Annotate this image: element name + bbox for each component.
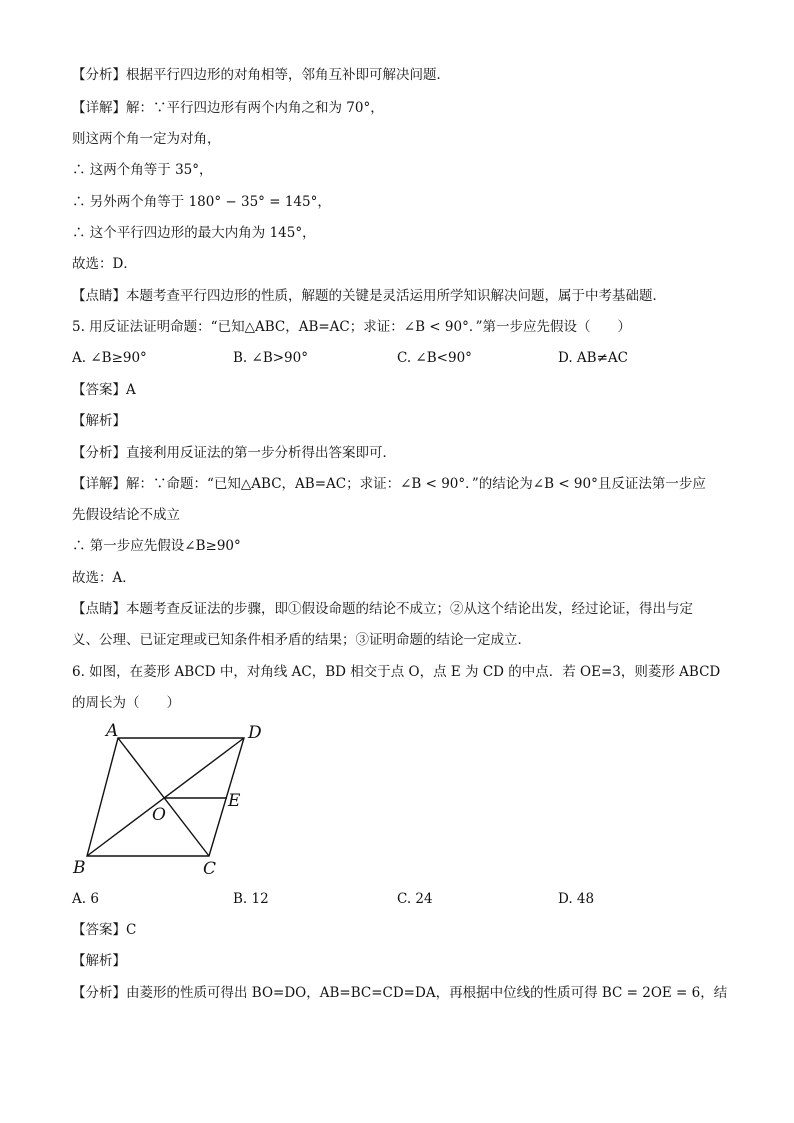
line-text: ∴ 这两个角等于 35°， [72, 162, 213, 178]
line-text: 由菱形的性质可得出 BO=DO，AB=BC=CD=DA，再根据中位线的性质可得 BC = 2OE = 6，结 [126, 985, 728, 1001]
line-text: A [126, 382, 136, 398]
section-tag: 【分析】 [72, 445, 126, 461]
text-line [72, 474, 706, 494]
text-line [72, 254, 137, 274]
label-c: C [203, 859, 217, 879]
option-d: D. AB≠AC [558, 350, 628, 366]
text-line [72, 286, 666, 306]
diagonal-bd [87, 738, 244, 856]
text-line [72, 192, 331, 212]
label-b: B [73, 858, 86, 878]
line-text: 义、公理、已证定理或已知条件相矛盾的结果；③证明命题的结论一定成立． [72, 632, 531, 648]
text-line [72, 411, 126, 431]
line-text: 5. 用反证法证明命题：“已知△ABC，AB=AC；求证：∠B < 90°．”第一步应先假设（ ） [72, 319, 631, 335]
text-line [72, 630, 531, 650]
option-c: C. 24 [397, 891, 433, 907]
line-text: 6. 如图，在菱形 ABCD 中，对角线 AC，BD 相交于点 O，点 E 为 CD 的中点．若 OE=3，则菱形 ABCD [72, 664, 721, 680]
text-line [72, 983, 727, 1003]
diagonal-ac [118, 738, 209, 856]
line-text: 本题考查反证法的步骤，即①假设命题的结论不成立；②从这个结论出发，经过论证，得出与定 [126, 601, 693, 617]
option-a: A. 6 [72, 891, 99, 907]
label-a: A [106, 721, 119, 741]
text-line [72, 505, 180, 525]
text-line [72, 599, 693, 619]
line-text: 解：∵命题：“已知△ABC，AB=AC；求证：∠B < 90°．”的结论为∠B < 90°且反证法第一步应 [126, 476, 706, 492]
text-line [72, 536, 241, 556]
text-line [72, 693, 180, 713]
section-tag: 【分析】 [72, 985, 126, 1001]
answer-line [72, 380, 136, 400]
label-o: O [152, 805, 166, 825]
text-line [72, 160, 213, 180]
line-text: 根据平行四边形的对角相等，邻角互补即可解决问题． [126, 67, 450, 83]
line-text: 解：∵平行四边形有两个内角之和为 70°， [126, 100, 384, 116]
section-tag: 【解析】 [72, 953, 126, 969]
text-line [72, 65, 450, 85]
option-c: C. ∠B<90° [397, 350, 472, 366]
section-tag: 【答案】 [72, 922, 126, 938]
option-a: A. ∠B≥90° [72, 350, 147, 366]
option-b: B. ∠B>90° [233, 350, 308, 366]
section-tag: 【解析】 [72, 413, 126, 429]
text-line [72, 223, 316, 243]
label-e: E [228, 791, 241, 811]
text-line [72, 568, 136, 588]
line-text: 本题考查平行四边形的性质，解题的关键是灵活运用所学知识解决问题，属于中考基础题． [126, 288, 666, 304]
section-tag: 【详解】 [72, 476, 126, 492]
question-5-stem [72, 317, 631, 337]
line-text: 故选：A． [72, 570, 136, 586]
question-6-options [72, 889, 732, 909]
section-tag: 【分析】 [72, 67, 126, 83]
line-text: ∴ 另外两个角等于 180° − 35° = 145°， [72, 194, 331, 210]
line-text: ∴ 这个平行四边形的最大内角为 145°， [72, 225, 316, 241]
line-text: 先假设结论不成立 [72, 507, 180, 523]
answer-line [72, 920, 136, 940]
line-text: 直接利用反证法的第一步分析得出答案即可． [126, 445, 396, 461]
label-d: D [248, 723, 262, 743]
line-text: 故选：D． [72, 256, 137, 272]
question-5-options [72, 348, 732, 368]
line-text: C [126, 922, 137, 938]
section-tag: 【点睛】 [72, 288, 126, 304]
text-line [72, 951, 126, 971]
section-tag: 【答案】 [72, 382, 126, 398]
rhombus-figure [70, 718, 280, 883]
line-text: 的周长为（ ） [72, 695, 180, 711]
section-tag: 【点睛】 [72, 601, 126, 617]
line-text: 则这两个角一定为对角， [72, 131, 221, 147]
question-6-stem [72, 662, 720, 682]
line-text: ∴ 第一步应先假设∠B≥90° [72, 538, 241, 554]
text-line [72, 98, 384, 118]
text-line [72, 443, 396, 463]
option-d: D. 48 [558, 891, 595, 907]
text-line [72, 129, 221, 149]
option-b: B. 12 [233, 891, 269, 907]
section-tag: 【详解】 [72, 100, 126, 116]
